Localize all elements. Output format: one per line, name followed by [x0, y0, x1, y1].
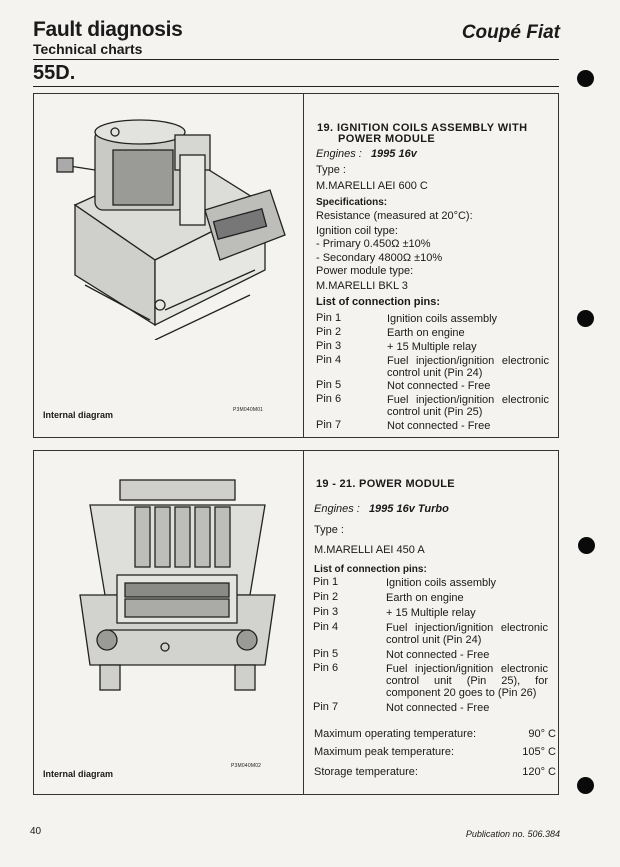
section-19-heading-line1: 19. IGNITION COILS ASSEMBLY WITH — [317, 122, 528, 134]
temp-value: 105° C — [522, 746, 556, 758]
pin-label: Pin 5 — [313, 648, 339, 660]
pin-description: Not connected - Free — [387, 420, 491, 432]
engines-value-2: 1995 16v Turbo — [368, 503, 449, 515]
pin-description: Fuel injection/ignition electronic control unit (Pin 24) — [386, 622, 548, 646]
binder-hole-1 — [577, 70, 594, 87]
temp-value: 90° C — [528, 728, 556, 740]
pin-label: Pin 2 — [313, 591, 339, 603]
section-number: 55D. — [33, 62, 76, 84]
module-type-label: Power module type: — [316, 265, 414, 277]
pin-list-1 — [316, 312, 549, 437]
pin-description: Fuel injection/ignition electronic control unit (Pin 25), for component 20 goes to (Pin 26) — [386, 663, 548, 699]
engines-row-2 — [314, 503, 449, 516]
pin-description: + 15 Multiple relay — [386, 607, 476, 619]
figure-caption-1: Internal diagram — [43, 410, 114, 420]
pin-label: Pin 3 — [316, 340, 342, 352]
engines-label-1: Engines : — [316, 148, 362, 160]
pin-label: Pin 7 — [316, 419, 342, 431]
page-subtitle: Technical charts — [33, 41, 143, 57]
header-rule — [33, 59, 559, 60]
pin-label: Pin 1 — [316, 312, 342, 324]
pin-label: Pin 1 — [313, 576, 339, 588]
binder-hole-4 — [577, 777, 594, 794]
engines-value-1: 1995 16v — [370, 148, 417, 160]
engines-row-1 — [316, 148, 417, 161]
engines-label-2: Engines : — [314, 503, 360, 515]
pin-description: Ignition coils assembly — [387, 313, 498, 325]
power-module-illustration — [75, 475, 280, 700]
section-19-21-heading: 19 - 21. POWER MODULE — [316, 478, 455, 490]
type-value-2: M.MARELLI AEI 450 A — [314, 544, 425, 556]
binder-hole-2 — [577, 310, 594, 327]
type-value-1: M.MARELLI AEI 600 C — [316, 180, 428, 192]
resistance-label: Resistance (measured at 20°C): — [316, 210, 473, 222]
pin-description: Fuel injection/ignition electronic control unit (Pin 24) — [387, 355, 549, 379]
pin-description: Fuel injection/ignition electronic control unit (Pin 25) — [387, 394, 549, 418]
figure-code-1: P3M040M01 — [233, 407, 264, 413]
spec-heading: Specifications: — [316, 197, 388, 208]
panel-divider — [303, 93, 304, 438]
pins-heading-2: List of connection pins: — [314, 564, 427, 575]
pin-label: Pin 2 — [316, 326, 342, 338]
pin-description: Not connected - Free — [386, 702, 490, 714]
publication-number: Publication no. 506.384 — [465, 829, 560, 839]
type-label-1: Type : — [316, 164, 346, 176]
pin-label: Pin 5 — [316, 379, 342, 391]
page-title: Fault diagnosis — [33, 18, 183, 41]
pin-label: Pin 3 — [313, 606, 339, 618]
primary-resistance: - Primary 0.450Ω ±10% — [316, 238, 431, 250]
pin-description: Not connected - Free — [387, 380, 491, 392]
pin-description: + 15 Multiple relay — [387, 341, 477, 353]
pin-label: Pin 6 — [313, 662, 339, 674]
temp-value: 120° C — [522, 766, 556, 778]
pin-description: Ignition coils assembly — [386, 577, 497, 589]
pin-label: Pin 7 — [313, 701, 339, 713]
brand-name: Coupé Fiat — [461, 22, 560, 43]
ignition-coil-illustration — [55, 110, 295, 340]
binder-hole-3 — [578, 537, 595, 554]
temp-label: Maximum operating temperature: — [314, 728, 477, 740]
pin-description: Earth on engine — [387, 327, 465, 339]
pin-label: Pin 4 — [313, 621, 339, 633]
type-label-2: Type : — [314, 524, 344, 536]
module-type-value: M.MARELLI BKL 3 — [316, 280, 408, 292]
section-19-heading-line2: POWER MODULE — [338, 133, 436, 145]
secondary-resistance: - Secondary 4800Ω ±10% — [316, 252, 443, 264]
pin-label: Pin 4 — [316, 354, 342, 366]
pin-label: Pin 6 — [316, 393, 342, 405]
page-number: 40 — [30, 826, 42, 837]
panel-divider — [303, 450, 304, 795]
section-rule — [33, 86, 559, 87]
pin-list-2 — [313, 576, 548, 716]
coil-type-label: Ignition coil type: — [316, 225, 398, 237]
figure-caption-2: Internal diagram — [43, 769, 114, 779]
pin-description: Earth on engine — [386, 592, 464, 604]
temp-label: Maximum peak temperature: — [314, 746, 454, 758]
figure-code-2: P3M040M02 — [231, 763, 262, 769]
pin-description: Not connected - Free — [386, 649, 490, 661]
pins-heading-1: List of connection pins: — [316, 296, 441, 308]
temp-label: Storage temperature: — [314, 766, 418, 778]
